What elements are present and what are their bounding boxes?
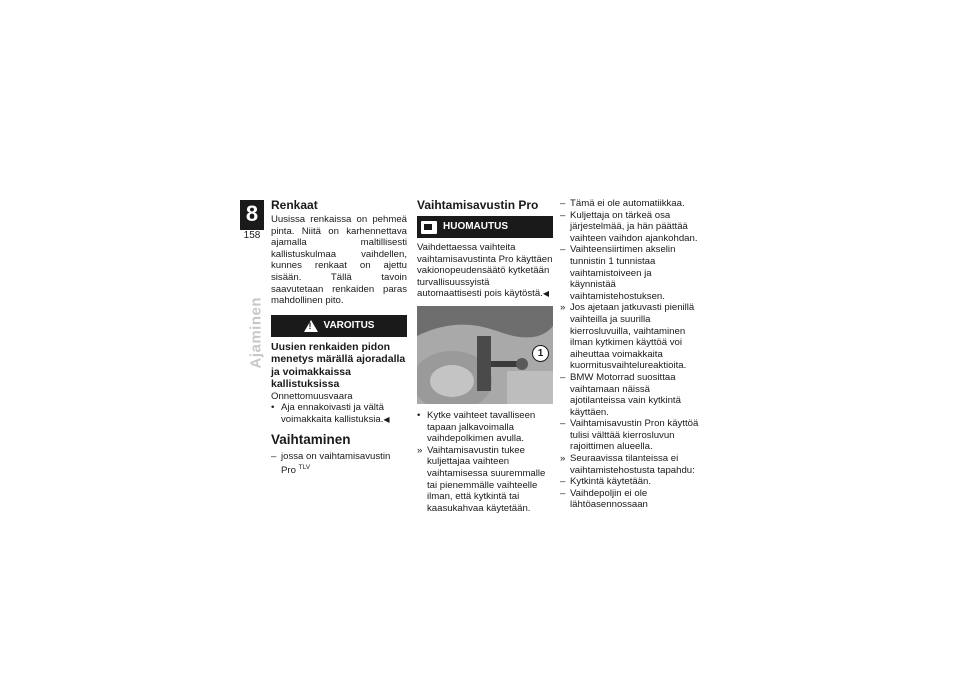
tlv-superscript: TLV: [298, 464, 311, 472]
vaihtaminen-item: jossa on vaihtamisavustin Pro: [281, 450, 391, 477]
note-label: HUOMAUTUS: [443, 221, 508, 233]
warning-triangle-icon: [304, 320, 318, 332]
column-2: [417, 198, 553, 514]
list-item: – Vaihdepoljin ei ole lähtöasennossaan: [560, 487, 648, 511]
warning-sub: Onnettomuusvaara: [271, 390, 353, 402]
column-3: [560, 198, 700, 511]
end-mark-icon: ◀: [542, 289, 550, 299]
list-item: » Vaihtamisavustin tukee kuljettajaa vaihteen vaihtamisessa suuremmalle tai pienemmälle vaihteelle ilman, että kytkintä tai kaasukahvaa käytetään.: [417, 444, 546, 514]
list-item: – Kytkintä käytetään.: [560, 476, 652, 488]
list-item: – BMW Motorrad suosittaa vaihtamaan näissä ajotilanteissa vain kytkintä käyttäen.: [560, 371, 681, 418]
list-item: – jossa on vaihtamisavustin Pro $^{TLV}$: [271, 450, 391, 477]
page-number: 158: [240, 230, 264, 242]
motorcycle-note-icon: [421, 221, 437, 234]
note-text: Vaihdettaessa vaihteita vaihtamisavustinta Pro käyttäen vakionopeudensäätö kytketään turvallisuussyistä automaattisesti pois käytöstä.: [417, 242, 553, 300]
section-title-vaihtaminen: Vaihtaminen: [271, 431, 351, 447]
list-item: » Seuraavissa tilanteissa ei vaihtamistehostusta tapahdu:: [560, 453, 695, 476]
section-title-renkaat: Renkaat: [271, 198, 318, 212]
section-title-vaihtamisavustin: Vaihtamisavustin Pro: [417, 198, 539, 212]
list-item: – Vaihteensiirtimen akselin tunnistin 1 tunnistaa vaihtamistoiveen ja käynnistää vaihtamistehostuksen.: [560, 244, 676, 302]
list-item: – Tämä ei ole automatiikkaa.: [560, 198, 685, 209]
list-item: • Aja ennakoivasti ja vältä voimakkaita kallistuksia.◀: [271, 402, 390, 425]
callout-1: 1: [532, 345, 549, 362]
note-banner: [417, 216, 553, 238]
gear-shift-sensor-photo: [417, 306, 553, 404]
list-item: – Kuljettaja on tärkeä osa järjestelmää, ja hän päättää vaihteen vaihdon ajankohdan.: [560, 209, 698, 244]
warning-banner: [271, 315, 407, 337]
warning-item: Aja ennakoivasti ja vältä voimakkaita kallistuksia.: [281, 402, 384, 425]
list-item: • Kytke vaihteet tavalliseen tapaan jalkavoimalla vaihdepolkimen avulla.: [417, 409, 536, 445]
column-1: [271, 198, 407, 477]
chapter-number: 8: [245, 201, 259, 226]
list-item: – Vaihtamisavustin Pron käyttöä tulisi välttää kierrosluvun rajoittimen alueella.: [560, 418, 699, 453]
warning-label: VAROITUS: [323, 319, 375, 331]
end-mark-icon: ◀: [383, 414, 390, 424]
chapter-marker: [240, 200, 264, 242]
chapter-side-label: Ajaminen: [247, 296, 265, 369]
list-item: » Jos ajetaan jatkuvasti pienillä vaihteilla ja suurilla kierrosluvuilla, vaihtaminen ilman kytkimen käyttöä voi aiheuttaa voimakkaita kuormitusvaihtelureaktioita.: [560, 302, 695, 372]
warning-heading: Uusien renkaiden pidon menetys märällä ajoradalla ja voimakkaissa kallistuksissa: [271, 340, 406, 391]
renkaat-text: Uusissa renkaissa on pehmeä pinta. Niitä on karhennettava ajamalla maltillisesti kallistuskulmaa vaihdellen, kunnes renkaat on ajettu sisään. Tällä tavoin saavutetaan renkaiden paras mahdollinen pito.: [271, 214, 407, 307]
